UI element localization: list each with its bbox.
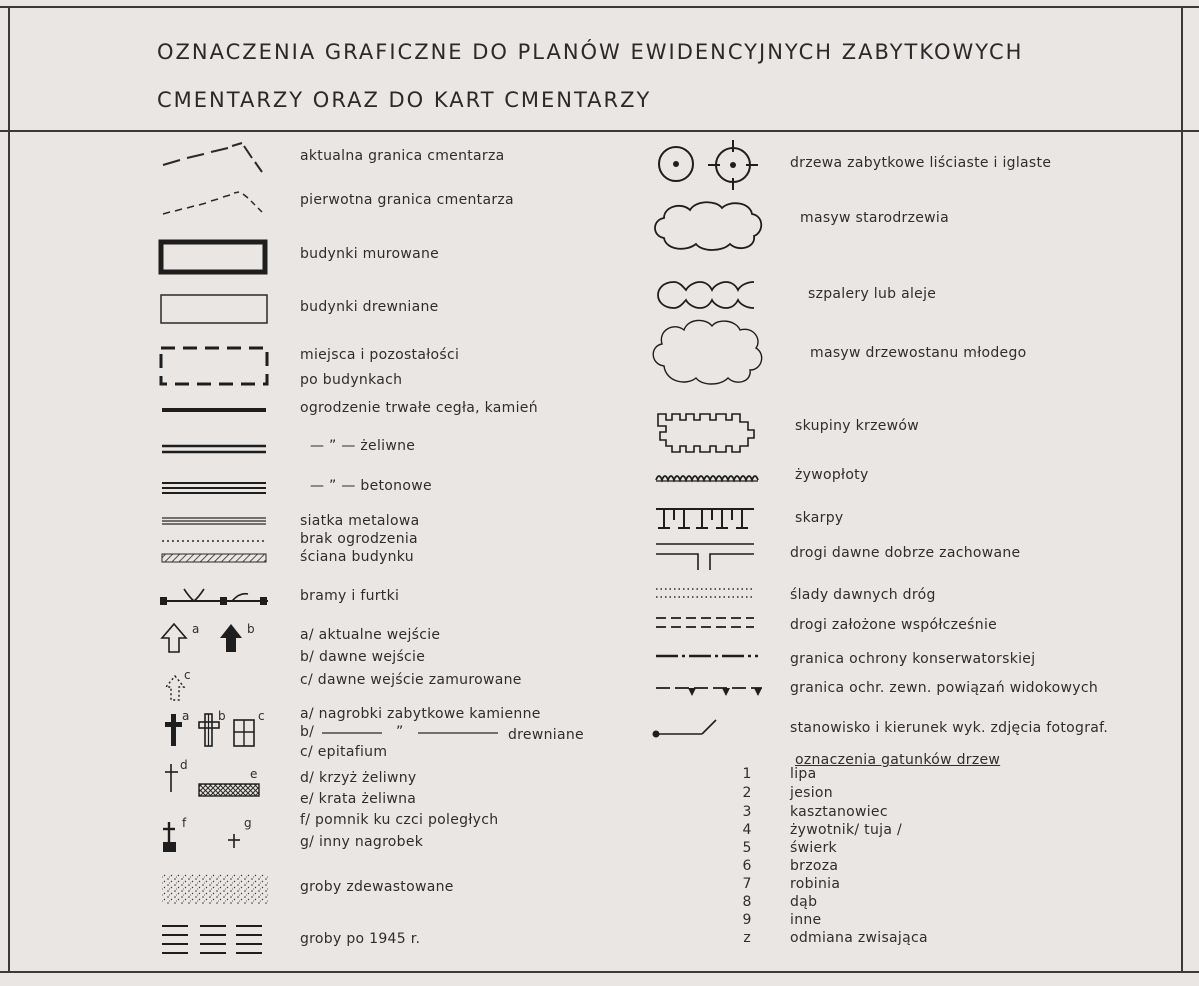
tomb-b-dash-right	[418, 731, 498, 735]
tomb-b-dash-left	[322, 731, 382, 735]
old-road-traces-symbol	[654, 585, 758, 601]
tree-rows-label: szpalery lub aleje	[808, 286, 937, 302]
concrete-fence-symbol	[160, 481, 270, 495]
species-name: żywotnik/ tuja /	[790, 822, 902, 838]
devastated-graves-label: groby zdewastowane	[300, 879, 454, 895]
species-name: świerk	[790, 840, 837, 856]
species-name: brzoza	[790, 858, 839, 874]
old-tree-mass-label: masyw starodrzewia	[800, 210, 949, 226]
arrow-up-dotted-icon	[164, 674, 186, 702]
view-protection-boundary-symbol	[654, 680, 764, 700]
building-remains-label-2: po budynkach	[300, 372, 403, 388]
photo-station-arrow-icon	[650, 712, 722, 740]
post-1945-graves-label: groby po 1945 r.	[300, 931, 421, 947]
cast-iron-cross-icon	[164, 762, 180, 794]
old-roads-label: drogi dawne dobrze zachowane	[790, 545, 1021, 561]
historic-trees-label: drzewa zabytkowe liściaste i iglaste	[790, 155, 1052, 171]
species-code: 8	[742, 894, 752, 910]
young-tree-stand-symbol	[648, 316, 768, 388]
tomb-g-letter: g	[244, 816, 252, 830]
left-border	[8, 6, 10, 972]
metal-mesh-label: siatka metalowa	[300, 513, 420, 529]
permanent-fence-label: ogrodzenie trwałe cegła, kamień	[300, 400, 538, 416]
tomb-a-label: a/ nagrobki zabytkowe kamienne	[300, 706, 541, 722]
gates-symbol	[156, 584, 272, 610]
tomb-c-label: c/ epitafium	[300, 744, 388, 760]
species-code: 3	[742, 804, 752, 820]
species-name: lipa	[790, 766, 817, 782]
grate-e-letter: e	[250, 767, 258, 781]
entrance-c-label: c/ dawne wejście zamurowane	[300, 672, 522, 688]
cast-iron-fence-symbol	[160, 443, 270, 455]
top-border	[0, 6, 1199, 8]
building-wall-symbol	[160, 552, 270, 564]
shrub-groups-symbol	[654, 408, 762, 456]
no-fence-label: brak ogrodzenia	[300, 531, 418, 547]
view-protection-boundary-label: granica ochr. zewn. powiązań widokowych	[790, 680, 1098, 696]
metal-mesh-symbol	[160, 516, 270, 526]
species-name: jesion	[790, 785, 833, 801]
entrance-a-label: a/ aktualne wejście	[300, 627, 441, 643]
page-title-line-2: CMENTARZY ORAZ DO KART CMENTARZY	[157, 88, 652, 112]
species-code: 7	[742, 876, 752, 892]
monument-f-label: f/ pomnik ku czci poległych	[300, 812, 499, 828]
tomb-g-label: g/ inny nagrobek	[300, 834, 424, 850]
modern-roads-symbol	[654, 614, 758, 632]
original-boundary-symbol	[160, 188, 270, 224]
no-fence-symbol	[160, 538, 270, 544]
tomb-b-label: drewniane	[508, 727, 584, 743]
tree-rows-symbol	[654, 278, 764, 312]
species-code: 5	[742, 840, 752, 856]
right-border	[1181, 6, 1183, 972]
building-remains-label-1: miejsca i pozostałości	[300, 347, 460, 363]
species-name: inne	[790, 912, 822, 928]
arrow-up-filled-icon	[218, 622, 244, 654]
tomb-a-letter: a	[182, 709, 190, 723]
hedges-symbol	[654, 470, 762, 484]
species-name: dąb	[790, 894, 818, 910]
current-boundary-symbol	[160, 140, 270, 180]
arrow-up-outline-icon	[160, 622, 188, 654]
tomb-c-letter: c	[258, 709, 265, 723]
species-code: 1	[742, 766, 752, 782]
species-code: 9	[742, 912, 752, 928]
memorial-monument-icon	[160, 820, 180, 854]
entrance-b-letter: b	[247, 622, 255, 636]
wooden-tomb-cross-icon	[198, 712, 220, 748]
building-wall-label: ściana budynku	[300, 549, 414, 565]
entrance-c-letter: c	[184, 668, 191, 682]
species-code: 2	[742, 785, 752, 801]
species-name: kasztanowiec	[790, 804, 888, 820]
header-divider	[0, 130, 1199, 132]
cross-d-letter: d	[180, 758, 188, 772]
escarpments-symbol	[654, 506, 756, 532]
devastated-graves-symbol	[160, 872, 270, 906]
brick-building-symbol	[157, 238, 269, 276]
bottom-border	[0, 971, 1199, 973]
tomb-b-ditto-mark: ”	[396, 724, 404, 740]
young-tree-stand-label: masyw drzewostanu młodego	[810, 345, 1027, 361]
entrance-b-label: b/ dawne wejście	[300, 649, 426, 665]
grate-e-label: e/ krata żeliwna	[300, 791, 417, 807]
coniferous-tree-icon	[706, 138, 760, 192]
species-name: odmiana zwisająca	[790, 930, 928, 946]
page-title-line-1: OZNACZENIA GRAFICZNE DO PLANÓW EWIDENCYJNYCH ZABYTKOWYCH	[157, 40, 1024, 64]
species-name: robinia	[790, 876, 841, 892]
species-code: z	[743, 930, 751, 946]
old-road-traces-label: ślady dawnych dróg	[790, 587, 936, 603]
monument-f-letter: f	[182, 816, 187, 830]
photo-station-label: stanowisko i kierunek wyk. zdjęcia fotograf.	[790, 720, 1109, 736]
deciduous-tree-icon	[656, 144, 696, 184]
modern-roads-label: drogi założone współcześnie	[790, 617, 998, 633]
concrete-fence-label: — ” — betonowe	[310, 478, 432, 494]
gates-label: bramy i furtki	[300, 588, 400, 604]
tomb-b-letter: b	[218, 709, 226, 723]
old-roads-symbol	[654, 540, 758, 572]
original-boundary-label: pierwotna granica cmentarza	[300, 192, 514, 208]
cast-iron-grate-symbol	[198, 783, 260, 797]
hedges-label: żywopłoty	[795, 467, 869, 483]
building-remains-symbol	[158, 342, 270, 390]
shrub-groups-label: skupiny krzewów	[795, 418, 920, 434]
species-code: 4	[742, 822, 752, 838]
species-heading: oznaczenia gatunków drzew	[795, 752, 1001, 768]
wooden-building-symbol	[158, 292, 270, 328]
conservation-boundary-symbol	[654, 650, 760, 662]
tomb-b-prefix: b/	[300, 724, 315, 740]
cast-iron-fence-label: — ” — żeliwne	[310, 438, 416, 454]
species-code: 6	[742, 858, 752, 874]
post-1945-graves-symbol	[160, 922, 270, 958]
brick-building-label: budynki murowane	[300, 246, 440, 262]
cross-d-label: d/ krzyż żeliwny	[300, 770, 417, 786]
current-boundary-label: aktualna granica cmentarza	[300, 148, 505, 164]
escarpments-label: skarpy	[795, 510, 844, 526]
wooden-building-label: budynki drewniane	[300, 299, 439, 315]
entrance-a-letter: a	[192, 622, 200, 636]
epitaph-icon	[232, 718, 256, 748]
permanent-fence-symbol	[160, 405, 270, 415]
conservation-boundary-label: granica ochrony konserwatorskiej	[790, 651, 1036, 667]
stone-tomb-cross-icon	[164, 712, 182, 748]
old-tree-mass-symbol	[650, 198, 766, 254]
other-tomb-cross-icon	[226, 832, 242, 850]
